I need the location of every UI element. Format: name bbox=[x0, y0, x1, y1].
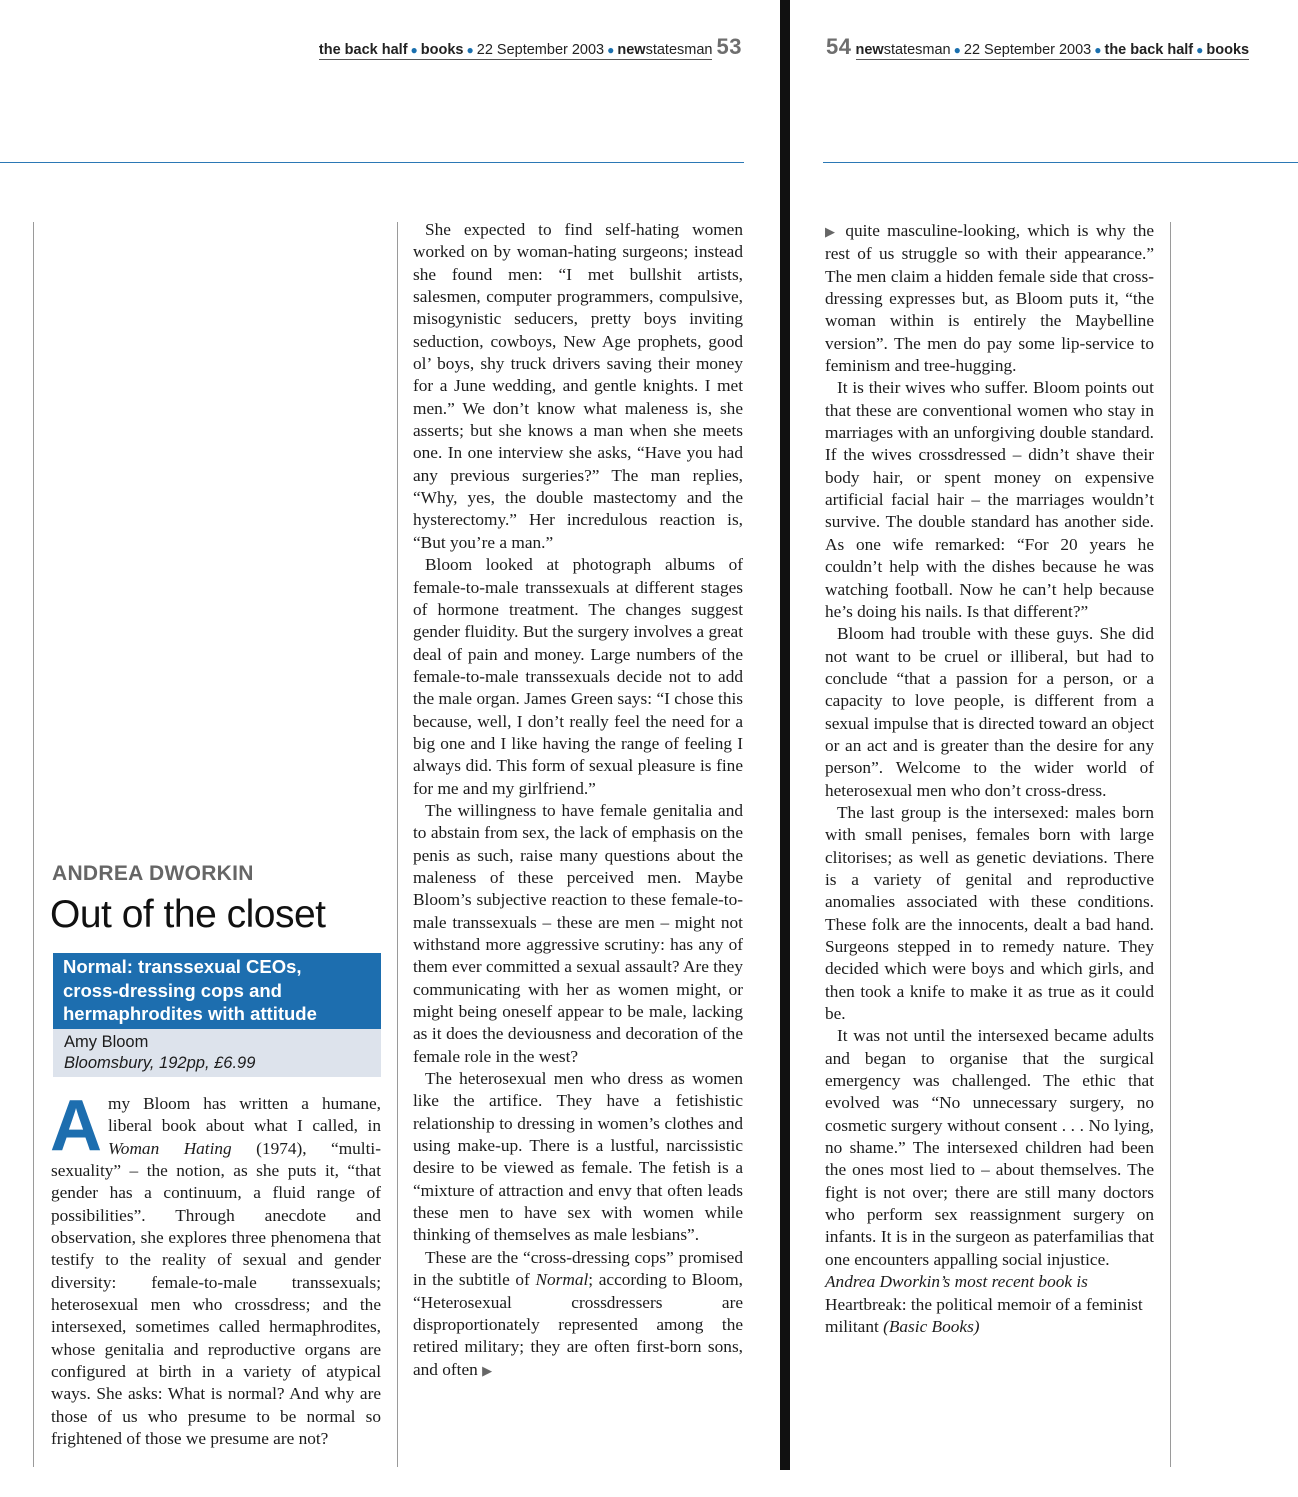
page-54 bbox=[790, 0, 1298, 1497]
header-divider bbox=[823, 162, 1298, 163]
book-title-line: Normal: transsexual CEOs, bbox=[63, 956, 302, 977]
paragraph: The last group is the intersexed: males born with small penises, females born with large clitorises; as well as genetic deviations. There is a variety of genital and reproductive anomalies associated with these conditions. These folk are the innocents, dealt a bad hand. Surgeons stepped in to remedy nature. They decided which were boys and which girls, and then took a knife to make it as true as it could be. bbox=[825, 802, 1154, 1024]
header-subsection[interactable]: books bbox=[420, 42, 464, 58]
text: my Bloom has written a humane, liberal book about what I called, in bbox=[108, 1094, 381, 1136]
book-title-box bbox=[53, 953, 381, 1029]
text: These are the “cross-dressing cops” promised in the subtitle of bbox=[413, 1247, 743, 1290]
text: quite masculine-looking, which is why the rest of us struggle so with their appearance.” The men claim a hidden female side that cross-dressing expresses but, as Bloom puts it, “the woman within is entirely the Maybelline version”. The men do pay some lip-service to feminism and tree-hugging. bbox=[825, 221, 1154, 376]
byline: ANDREA DWORKIN bbox=[52, 862, 254, 885]
header-divider bbox=[0, 162, 744, 163]
drop-cap: A bbox=[50, 1086, 102, 1166]
header-magazine-rest: statesman bbox=[883, 42, 951, 58]
header-links: newstatesman ● 22 September 2003 ● the back half ● books bbox=[855, 42, 1250, 58]
book-reference: Woman Hating bbox=[108, 1138, 232, 1158]
header-section[interactable]: the back half bbox=[318, 42, 408, 58]
book-title-line: hermaphrodites with attitude bbox=[63, 1003, 317, 1024]
paragraph: The willingness to have female genitalia and to abstain from sex, the lack of emphasis on the penis as such, raise many questions about the maleness of these perceived men. Maybe Bloom’s subjective reaction to these female-to-male transsexuals – these are men – might not withstand more aggressive scrutiny: has any of them ever committed a sexual assault? Are they communicating with her as women might, or might being oneself appear to be male, lacking as it does the deviousness and decoration of the female role in the west? bbox=[413, 800, 743, 1066]
header-subsection[interactable]: books bbox=[1206, 42, 1250, 58]
header-links: the back half ● books ● 22 September 2003 ● newstatesman bbox=[318, 42, 713, 58]
header-magazine-bold: new bbox=[617, 42, 646, 58]
book-title-line: cross-dressing cops and bbox=[63, 979, 282, 1001]
continued-arrow-icon: ▶ bbox=[825, 224, 838, 239]
credit-publisher: (Basic Books) bbox=[883, 1316, 980, 1336]
header-section[interactable]: the back half bbox=[1104, 42, 1194, 58]
paragraph: Bloom looked at photograph albums of female-to-male transsexuals at different stages of hormone treatment. The changes suggest gender fluidity. But the surgery involves a great deal of pain and money. Large numbers of the female-to-male transsexuals decide not to add the male organ. James Green says: “I chose this because, well, I don’t really feel the need for a big one and I like having the range of feeling I always did. This form of sexual pleasure is fine for me and my girlfriend.” bbox=[413, 555, 743, 798]
header-date: 22 September 2003 bbox=[963, 42, 1092, 58]
author-credit bbox=[825, 1271, 1154, 1338]
book-info-box bbox=[53, 1029, 381, 1077]
column-rule bbox=[33, 222, 34, 1467]
book-publisher: Bloomsbury, 192pp, £6.99 bbox=[64, 1054, 256, 1072]
paragraph: Bloom had trouble with these guys. She did not want to be cruel or illiberal, but had to conclude “that a passion for a person, or a capacity to love people, is different from a sexual impulse that is directed toward an object or an act and is greater than the desire for any person”. Welcome to the wider world of heterosexual men who don’t cross-dress. bbox=[825, 624, 1154, 800]
spread-gutter bbox=[780, 0, 790, 1470]
header-magazine-bold: new bbox=[855, 42, 884, 58]
credit-book-title: Heartbreak: the political memoir of a feminist militant bbox=[825, 1294, 1143, 1336]
header-magazine-rest: statesman bbox=[645, 42, 713, 58]
paragraph: She expected to find self-hating women worked on by woman-hating surgeons; instead she found men: “I met bullshit artists, salesmen, computer programmers, compulsive, misogynistic seducers, pretty boys inviting seduction, cowboys, New Age prophets, good ol’ boys, shy truck drivers saving their money for a June wedding, and gentle knights. I met men.” We don’t know what maleness is, she asserts; but she knows a man when she meets one. In one interview she asks, “Have you had any previous surgeries?” The man replies, “Why, yes, the double mastectomy and the hysterectomy.” Her incredulous reaction is, “But you’re a man.” bbox=[413, 220, 743, 552]
paragraph bbox=[413, 1247, 743, 1382]
headline: Out of the closet bbox=[50, 893, 326, 936]
text: (1974), “multisexuality” – the notion, as she puts it, “that gender has a continuum, a fluid range of possibilities”. Through anecdote and observation, she explores three phenomena that testify to the reality of sexual and gender diversity: female-to-male transsexuals; heterosexual men who crossdress; and the intersexed, sometimes called hermaphrodites, whose genitalia and reproductive organs are configured at birth in a variety of atypical ways. She asks: What is normal? And why are those of us who presume to be normal so frightened of those we presume are not? bbox=[51, 1138, 381, 1449]
page-number: 53 bbox=[716, 34, 742, 59]
continue-arrow-icon: ▶ bbox=[482, 1362, 493, 1378]
page-number: 54 bbox=[826, 34, 852, 59]
paragraph: The heterosexual men who dress as women like the artifice. They have a fetishistic relationship to dressing in women’s clothes and using make-up. There is a lustful, narcissistic desire to be viewed as female. The fetish is a “mixture of attraction and envy that often leads these men to have sex with women while thinking of themselves as male lesbians”. bbox=[413, 1069, 743, 1245]
running-header-53 bbox=[319, 34, 742, 60]
paragraph: It is their wives who suffer. Bloom points out that these are conventional women who stay in marriages with an unforgiving double standard. If the wives crossdressed – didn’t shave their body hair, or spent money on expensive artificial facial hair – the marriages wouldn’t survive. The double standard has another side. As one wife remarked: “For 20 years he couldn’t help with the dishes because he was watching football. Now he can’t help because he’s doing his nails. Is that different?” bbox=[825, 378, 1154, 621]
column-rule bbox=[397, 222, 398, 1467]
running-header-54 bbox=[826, 34, 1249, 60]
paragraph bbox=[50, 1086, 381, 1451]
paragraph bbox=[825, 220, 1154, 377]
column-rule bbox=[1170, 222, 1171, 1467]
article-column-1 bbox=[50, 1086, 381, 1451]
article-column-2 bbox=[413, 219, 743, 1382]
text: ; according to Bloom, “Heterosexual crossdressers are disproportionately represented among the retired military; they are often first-born sons, and often bbox=[413, 1270, 743, 1379]
paragraph: It was not until the intersexed became adults and began to organise that the surgical emergency was challenged. The ethic that evolved was “No unnecessary surgery, no cosmetic surgery without consent . . . No lying, no shame.” The intersexed children had been the ones most lied to – about themselves. The fight is not over; there are still many doctors who perform sex reassignment surgery on infants. It is in the surgeon as paterfamilias that one encounters appalling social injustice. bbox=[825, 1026, 1154, 1269]
book-reference: Normal bbox=[535, 1270, 589, 1290]
book-author: Amy Bloom bbox=[64, 1033, 149, 1051]
credit-text: Andrea Dworkin’s most recent book is bbox=[825, 1272, 1088, 1292]
header-date: 22 September 2003 bbox=[476, 42, 605, 58]
article-column-3 bbox=[825, 220, 1154, 1338]
